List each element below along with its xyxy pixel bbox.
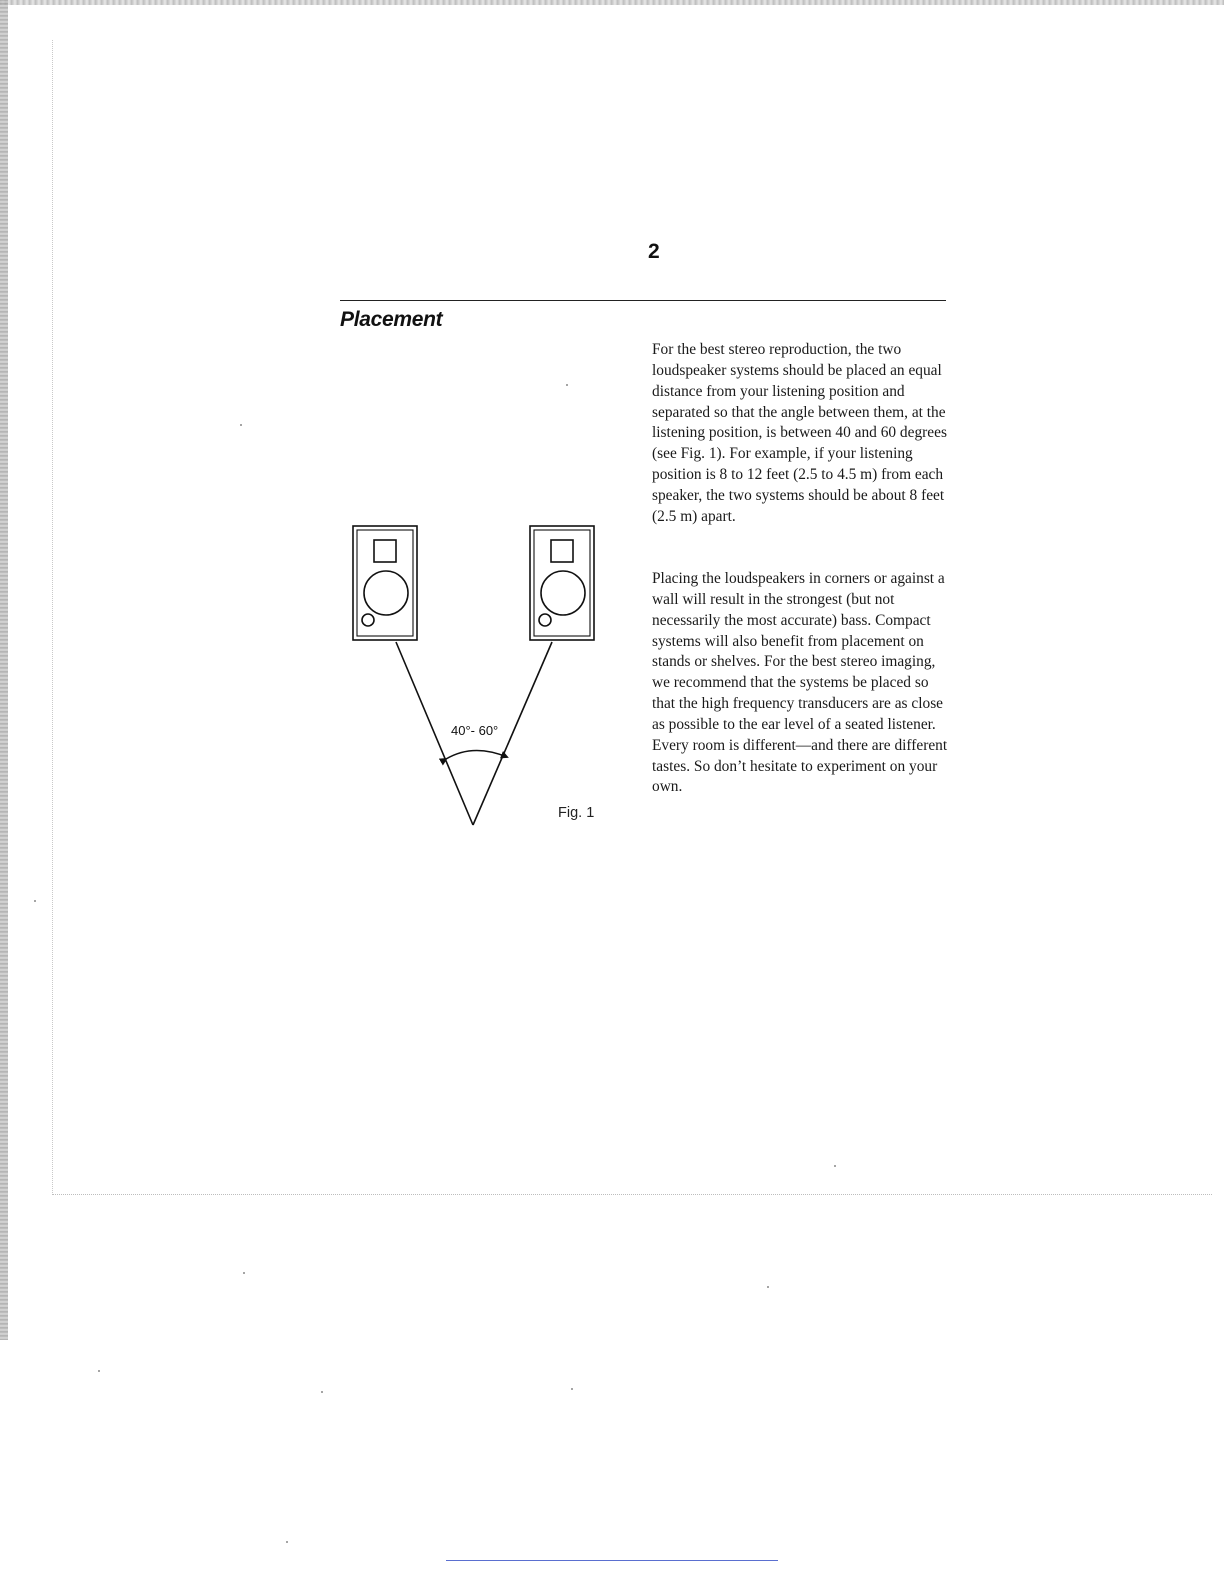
- left-speaker-icon: [353, 526, 417, 640]
- scan-artifact-vertical-line: [52, 40, 53, 1195]
- figure-1: [340, 515, 620, 845]
- scan-speck: [767, 1286, 769, 1288]
- scan-artifact-horizontal-line: [52, 1194, 1212, 1195]
- scan-speck: [98, 1370, 100, 1372]
- section-title: Placement: [340, 308, 443, 331]
- body-paragraph-1: For the best stereo reproduction, the two loudspeaker systems should be placed an equal distance from your listening position and separated so that the angle between them, at the listening position, is between 40 and 60 degrees (see Fig. 1). For example, if your listening position is 8 to 12 feet (2.5 to 4.5 m) from each speaker, the two systems should be about 8 feet (2.5 m) apart.: [652, 341, 947, 525]
- scan-speck: [571, 1388, 573, 1390]
- scan-speck: [321, 1391, 323, 1393]
- bottom-rule: [446, 1560, 778, 1561]
- speaker-placement-diagram: [340, 515, 620, 845]
- scan-edge-top: [0, 0, 1224, 5]
- scan-speck: [240, 424, 242, 426]
- scan-speck: [243, 1272, 245, 1274]
- angle-label: 40°- 60°: [451, 723, 499, 738]
- scan-speck: [34, 900, 36, 902]
- angle-arc-arrow-icon: [446, 750, 507, 759]
- scan-speck: [834, 1165, 836, 1167]
- body-paragraph-2: Placing the loudspeakers in corners or against a wall will result in the strongest (but not necessarily the most accurate) bass. Compact systems will also benefit from placement on stands or shelves. For the best stereo imaging, we recommend that the systems be placed so that the high frequency transducers are as close as possible to the ear level of a seated listener. Every room is different—and there are different tastes. So don’t hesitate to experiment on your own.: [652, 570, 948, 796]
- figure-caption: Fig. 1: [558, 805, 595, 821]
- scan-speck: [566, 384, 568, 386]
- scan-edge-left: [0, 0, 8, 1340]
- scan-speck: [286, 1541, 288, 1543]
- right-speaker-icon: [530, 526, 594, 640]
- section-divider: [340, 300, 946, 301]
- page-number: 2: [648, 240, 660, 263]
